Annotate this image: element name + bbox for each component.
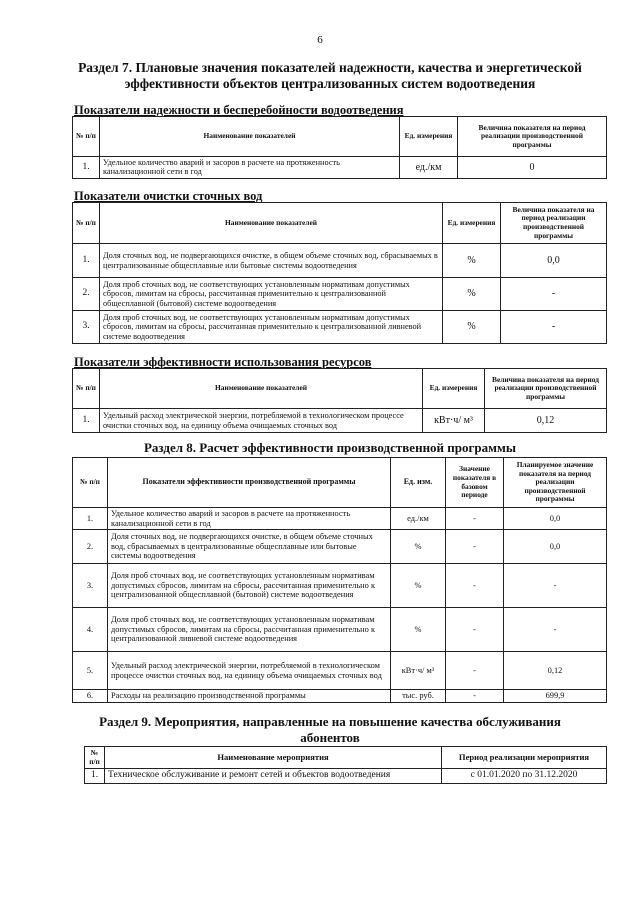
table-row [73, 608, 607, 652]
section9-title [70, 714, 590, 746]
row-name: Доля проб сточных вод, не соответствующих установленным нормативам допустимых сбросов, лимитам на сбросы, рассчитанная применительно к централизованной общесплавной (бытовой) системе водоотведения [108, 564, 391, 608]
row-unit: % [391, 564, 446, 608]
row-name: Удельное количество аварий и засоров в расчете на протяженность канализационной сети в год [100, 157, 400, 179]
section9-title-line1: Раздел 9. Мероприятия, направленные на повышение качества обслуживания [99, 714, 561, 729]
reliability-table [72, 116, 607, 179]
row-base: - [446, 508, 504, 530]
row-num: 1. [73, 409, 100, 433]
row-num: 1. [73, 508, 108, 530]
table-row [73, 244, 607, 278]
row-plan: - [504, 564, 607, 608]
t4-header-name: Показатели эффективности производственной программы [108, 458, 391, 508]
row-num: 2. [73, 278, 100, 311]
table-row [73, 508, 607, 530]
t2-header-num: № п/п [73, 203, 100, 244]
table-row [73, 157, 607, 179]
row-base: - [446, 608, 504, 652]
table-row [73, 564, 607, 608]
row-name: Доля сточных вод, не подвергающихся очистке, в общем объеме сточных вод, сбрасываемых в централизованные общесплавные или бытовые системы водоотведения [108, 530, 391, 564]
row-name: Удельный расход электрической энергии, потребляемой в технологическом процессе очистки сточных вод, на единицу объема очищаемых сточных вод [108, 652, 391, 690]
t3-header-unit: Ед. измерения [423, 369, 485, 409]
table-row [85, 769, 607, 784]
row-num: 1. [85, 769, 105, 784]
row-unit: тыс. руб. [391, 690, 446, 703]
row-name: Техническое обслуживание и ремонт сетей и объектов водоотведения [105, 769, 442, 784]
row-unit: кВт·ч/ м³ [423, 409, 485, 433]
t5-header-name: Наименование мероприятия [105, 747, 442, 769]
row-value: - [501, 278, 607, 311]
t5-header-period: Период реализации мероприятия [442, 747, 607, 769]
t1-header-unit: Ед. измерения [400, 117, 458, 157]
t1-header-value: Величина показателя на период реализации производственной программы [458, 117, 607, 157]
measures-table [84, 746, 607, 784]
row-plan: 0,0 [504, 530, 607, 564]
row-unit: % [391, 530, 446, 564]
row-plan: 699,9 [504, 690, 607, 703]
row-num: 1. [73, 157, 100, 179]
t3-header-value: Величина показателя на период реализации производственной программы [485, 369, 607, 409]
t2-header-name: Наименование показателей [100, 203, 443, 244]
t1-header-num: № п/п [73, 117, 100, 157]
row-name: Доля проб сточных вод, не соответствующих установленным нормативам допустимых сбросов, лимитам на сбросы, рассчитанная применительно к централизованной ливневой системе водоотведения [100, 311, 443, 344]
section7-title-line1: Раздел 7. Плановые значения показателей надежности, качества и энергетической [78, 60, 582, 75]
row-value: - [501, 311, 607, 344]
t3-header-name: Наименование показателей [100, 369, 423, 409]
treatment-table [72, 202, 607, 344]
t2-header-unit: Ед. измерения [443, 203, 501, 244]
row-plan: 0,12 [504, 652, 607, 690]
row-name: Удельное количество аварий и засоров в расчете на протяженность канализационной сети в год [108, 508, 391, 530]
row-unit: ед./км [400, 157, 458, 179]
row-unit: % [391, 608, 446, 652]
t4-header-base: Значение показателя в базовом периоде [446, 458, 504, 508]
row-unit: кВт·ч/ м³ [391, 652, 446, 690]
row-name: Доля сточных вод, не подвергающихся очистке, в общем объеме сточных вод, сбрасываемых в централизованные общесплавные или бытовые системы водоотведения [100, 244, 443, 278]
row-name: Расходы на реализацию производственной программы [108, 690, 391, 703]
table-row [73, 409, 607, 433]
t5-header-num: № п/п [85, 747, 105, 769]
section7-title-line2: эффективности объектов централизованных систем водоотведения [124, 76, 536, 91]
t3-header-num: № п/п [73, 369, 100, 409]
row-num: 5. [73, 652, 108, 690]
row-value: 0,0 [501, 244, 607, 278]
row-unit: ед./км [391, 508, 446, 530]
row-base: - [446, 564, 504, 608]
row-name: Доля проб сточных вод, не соответствующих установленным нормативам допустимых сбросов, лимитам на сбросы, рассчитанная применительно к централизованной ливневой системе водоотведения [108, 608, 391, 652]
row-base: - [446, 652, 504, 690]
row-plan: 0,0 [504, 508, 607, 530]
page-number: 6 [317, 34, 323, 46]
row-name: Доля проб сточных вод, не соответствующих установленным нормативам допустимых сбросов, лимитам на сбросы, рассчитанная применительно к централизованной общесплавной (бытовой) системе водоотведения [100, 278, 443, 311]
row-value: 0,12 [485, 409, 607, 433]
section9-title-line2: абонентов [300, 730, 360, 745]
row-unit: % [443, 278, 501, 311]
row-plan: - [504, 608, 607, 652]
row-value: 0 [458, 157, 607, 179]
row-num: 4. [73, 608, 108, 652]
resources-table [72, 368, 607, 433]
table-row [73, 278, 607, 311]
row-name: Удельный расход электрической энергии, потребляемой в технологическом процессе очистки сточных вод, на единицу объема очищаемых сточных вод [100, 409, 423, 433]
row-base: - [446, 690, 504, 703]
t4-header-unit: Ед. изм. [391, 458, 446, 508]
row-base: - [446, 530, 504, 564]
table-row [73, 652, 607, 690]
t1-title: Показатели надежности и бесперебойности водоотведения [74, 103, 404, 117]
table-row [73, 311, 607, 344]
row-unit: % [443, 244, 501, 278]
row-num: 3. [73, 564, 108, 608]
row-num: 2. [73, 530, 108, 564]
t2-title: Показатели очистки сточных вод [74, 189, 263, 203]
table-row [73, 690, 607, 703]
t4-header-plan: Планируемое значение показателя на период реализации производственной программы [504, 458, 607, 508]
t1-header-name: Наименование показателей [100, 117, 400, 157]
table-row [73, 530, 607, 564]
t4-header-num: № п/п [73, 458, 108, 508]
row-period: с 01.01.2020 по 31.12.2020 [442, 769, 607, 784]
row-num: 6. [73, 690, 108, 703]
section8-title: Раздел 8. Расчет эффективности производственной программы [143, 440, 517, 455]
t2-header-value: Величина показателя на период реализации производственной программы [501, 203, 607, 244]
row-num: 1. [73, 244, 100, 278]
row-num: 3. [73, 311, 100, 344]
efficiency-table [72, 457, 607, 703]
row-unit: % [443, 311, 501, 344]
section7-title [70, 60, 590, 92]
t3-title: Показатели эффективности использования ресурсов [74, 355, 372, 369]
